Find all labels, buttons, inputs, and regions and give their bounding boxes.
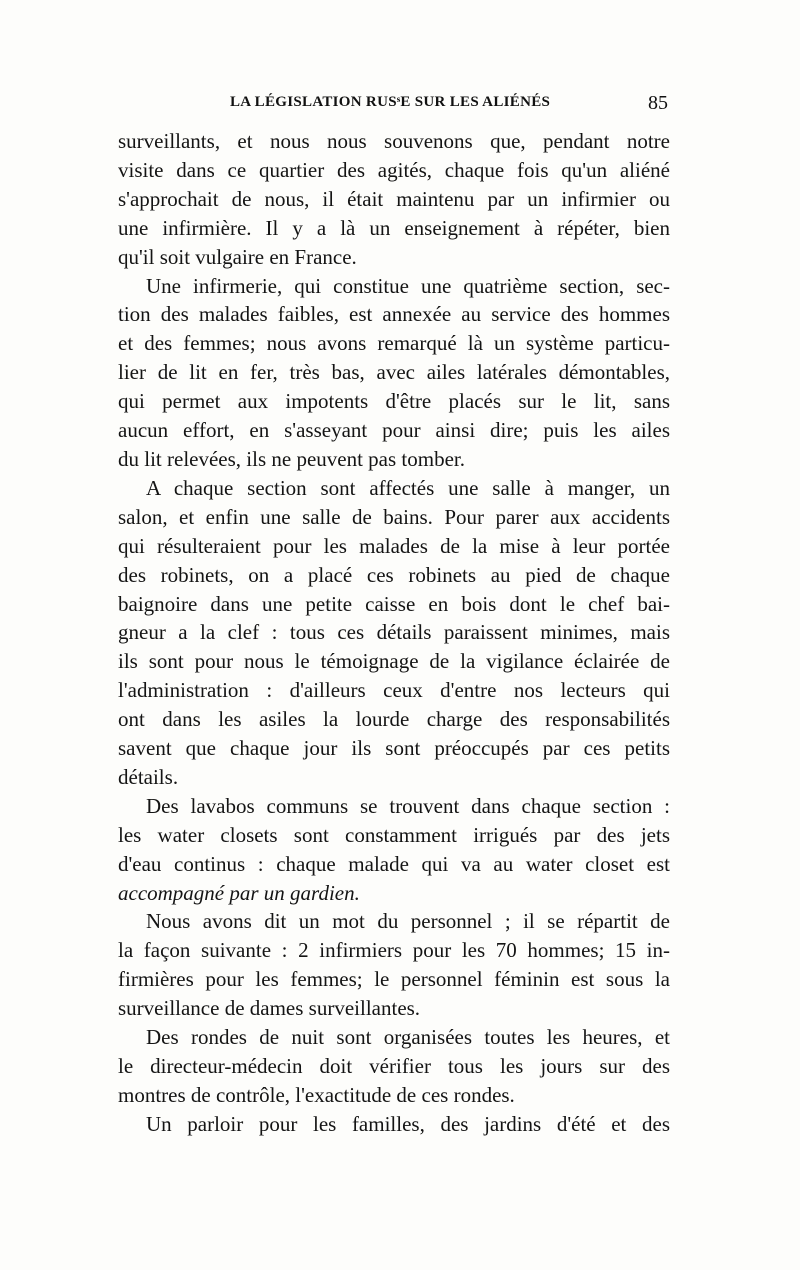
- text-line: la façon suivante : 2 infirmiers pour les 70 hommes; 15 in-: [118, 938, 670, 963]
- text-line: A chaque section sont affectés une salle à manger, un: [146, 475, 670, 500]
- text-line: tion des malades faibles, est annexée au service des hommes: [118, 302, 670, 327]
- text-line: s'approchait de nous, il était maintenu par un infirmier ou: [118, 186, 670, 211]
- text-line: des robinets, on a placé ces robinets au pied de chaque: [118, 562, 670, 587]
- text-line: d'eau continus : chaque malade qui va au water closet est: [118, 851, 670, 876]
- text-line: du lit relevées, ils ne peuvent pas tomber.: [118, 446, 465, 471]
- text-line: ont dans les asiles la lourde charge des responsabilités: [118, 707, 670, 732]
- text-line: accompagné par un gardien.: [118, 880, 360, 905]
- text-line: firmières pour les femmes; le personnel féminin est sous la: [118, 967, 670, 992]
- text-line: lier de lit en fer, très bas, avec ailes latérales démontables,: [118, 360, 670, 385]
- text-line: salon, et enfin une salle de bains. Pour parer aux accidents: [118, 504, 670, 529]
- text-line: gneur a la clef : tous ces détails paraissent minimes, mais: [118, 620, 670, 645]
- text-line: Un parloir pour les familles, des jardins d'été et des: [146, 1111, 670, 1136]
- text-line: qui permet aux impotents d'être placés sur le lit, sans: [118, 389, 670, 414]
- text-line: l'administration : d'ailleurs ceux d'entre nos lecteurs qui: [118, 678, 670, 703]
- text-line: ils sont pour nous le témoignage de la vigilance éclairée de: [118, 649, 670, 674]
- text-line: et des femmes; nous avons remarqué là un système particu-: [118, 331, 670, 356]
- text-line: surveillants, et nous nous souvenons que, pendant notre: [118, 129, 670, 153]
- text-line: une infirmière. Il y a là un enseignement à répéter, bien: [118, 215, 670, 240]
- text-line: détails.: [118, 764, 179, 789]
- text-line: Des lavabos communs se trouvent dans chaque section :: [146, 793, 670, 818]
- text-line: surveillance de dames surveillantes.: [118, 996, 421, 1021]
- text-line: baignoire dans une petite caisse en bois dont le chef bai-: [118, 591, 670, 616]
- text-line: Des rondes de nuit sont organisées toutes les heures, et: [146, 1025, 670, 1050]
- text-line: qui résulteraient pour les malades de la mise à leur portée: [118, 533, 670, 558]
- text-line: les water closets sont constamment irrigués par des jets: [118, 822, 670, 847]
- text-line: le directeur-médecin doit vérifier tous les jours sur des: [118, 1054, 670, 1078]
- running-head: LA LÉGISLATION RUSˢE SUR LES ALIÉNÉS: [230, 94, 551, 110]
- text-line: Une infirmerie, qui constitue une quatrième section, sec-: [146, 273, 670, 298]
- text-line: aucun effort, en s'asseyant pour ainsi dire; puis les ailes: [118, 418, 670, 443]
- text-line: qu'il soit vulgaire en France.: [118, 244, 357, 269]
- page-header: [118, 92, 668, 116]
- page-number: 85: [648, 92, 668, 114]
- text-line: montres de contrôle, l'exactitude de ces rondes.: [118, 1082, 515, 1107]
- text-line: visite dans ce quartier des agités, chaque fois qu'un aliéné: [118, 157, 670, 182]
- text-line: savent que chaque jour ils sont préoccupés par ces petits: [118, 736, 670, 761]
- body-text: [118, 127, 670, 1139]
- text-line: Nous avons dit un mot du personnel ; il se répartit de: [146, 909, 670, 934]
